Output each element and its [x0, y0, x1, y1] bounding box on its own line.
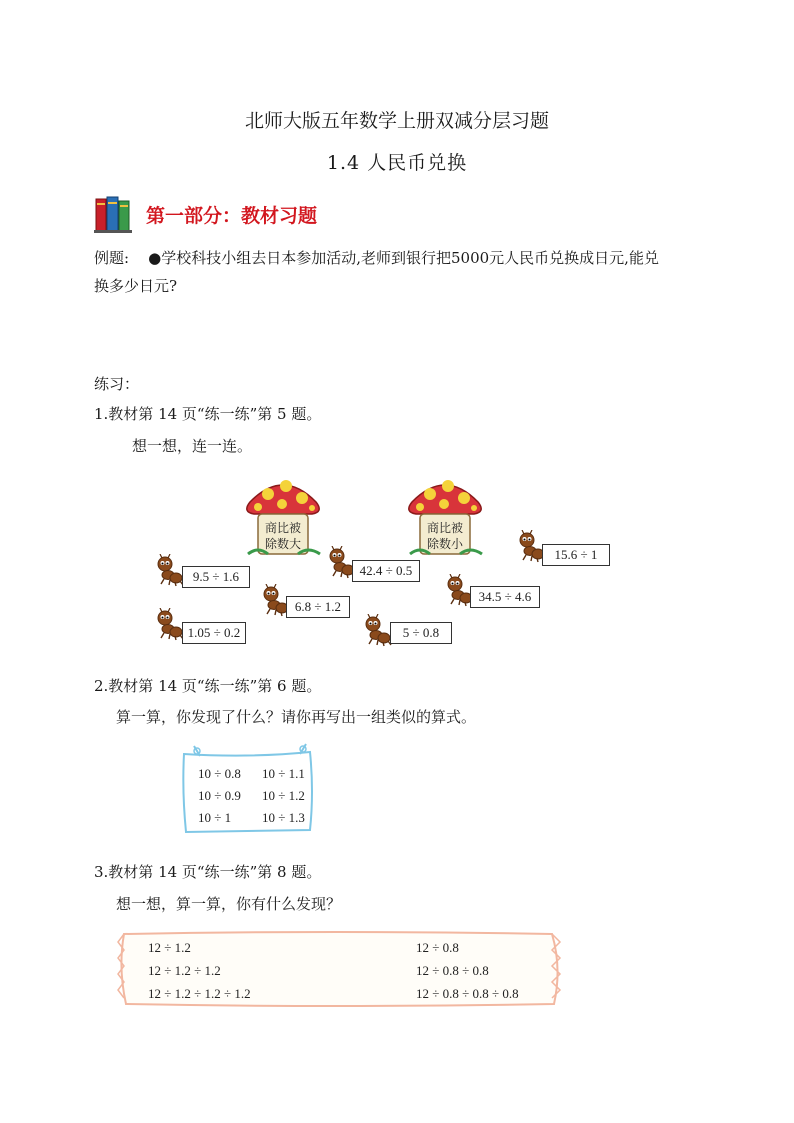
example-label: 例题:	[94, 249, 130, 267]
house-right-line1: 商比被	[426, 521, 463, 535]
example-text-2: 换多少日元?	[94, 277, 178, 295]
example-line-1	[94, 248, 659, 268]
q3-expr: 12 ÷ 0.8 ÷ 0.8	[416, 963, 489, 978]
practice-label: 练习：	[94, 375, 140, 393]
q1-title: 1.教材第 14 页“练一练”第 5 题。	[94, 405, 322, 423]
expression-card: 1.05 ÷ 0.2	[182, 622, 246, 644]
example-text-1: ●学校科技小组去日本参加活动,老师到银行把5000元人民币兑换成日元,能兑	[148, 249, 659, 267]
expression-card: 34.5 ÷ 4.6	[470, 586, 540, 608]
expression-card: 6.8 ÷ 1.2	[286, 596, 350, 618]
house-right-label	[417, 520, 473, 552]
house-left-label	[255, 520, 311, 552]
q3-instruction: 想一想，算一算，你有什么发现？	[116, 895, 342, 913]
page-subtitle: 1.4 人民币兑换	[326, 152, 468, 174]
q2-expr: 10 ÷ 1.1	[262, 766, 305, 781]
house-right-line2: 除数小	[426, 537, 463, 551]
expression-card: 15.6 ÷ 1	[542, 544, 610, 566]
q2-instruction: 算一算，你发现了什么？请你再写出一组类似的算式。	[116, 708, 477, 726]
q3-expr: 12 ÷ 1.2	[148, 940, 191, 955]
q3-expr: 12 ÷ 1.2 ÷ 1.2	[148, 963, 221, 978]
q2-title: 2.教材第 14 页“练一练”第 6 题。	[94, 677, 322, 695]
expression-card: 9.5 ÷ 1.6	[182, 566, 250, 588]
expression-card: 5 ÷ 0.8	[390, 622, 452, 644]
q3-expr: 12 ÷ 1.2 ÷ 1.2 ÷ 1.2	[148, 986, 251, 1001]
q2-expr: 10 ÷ 0.9	[198, 788, 241, 803]
q3-note-card	[116, 928, 566, 1010]
house-left-line1: 商比被	[264, 521, 301, 535]
q2-note-card	[180, 742, 318, 838]
section-label: 第一部分：教材习题	[146, 204, 318, 227]
q3-expr: 12 ÷ 0.8	[416, 940, 459, 955]
q2-expr: 10 ÷ 1.2	[262, 788, 305, 803]
section-header	[94, 194, 317, 234]
q1-instruction: 想一想，连一连。	[132, 437, 253, 455]
q2-expr: 10 ÷ 1.3	[262, 810, 305, 825]
page-title: 北师大版五年数学上册双减分层习题	[244, 110, 549, 132]
q2-expr: 10 ÷ 1	[198, 810, 232, 825]
house-left-line2: 除数大	[264, 537, 301, 551]
q2-expr: 10 ÷ 0.8	[198, 766, 241, 781]
books-icon	[94, 195, 136, 233]
q3-title: 3.教材第 14 页“练一练”第 8 题。	[94, 863, 322, 881]
q1-figure	[150, 476, 620, 656]
q3-expr: 12 ÷ 0.8 ÷ 0.8 ÷ 0.8	[416, 986, 519, 1001]
expression-card: 42.4 ÷ 0.5	[352, 560, 420, 582]
